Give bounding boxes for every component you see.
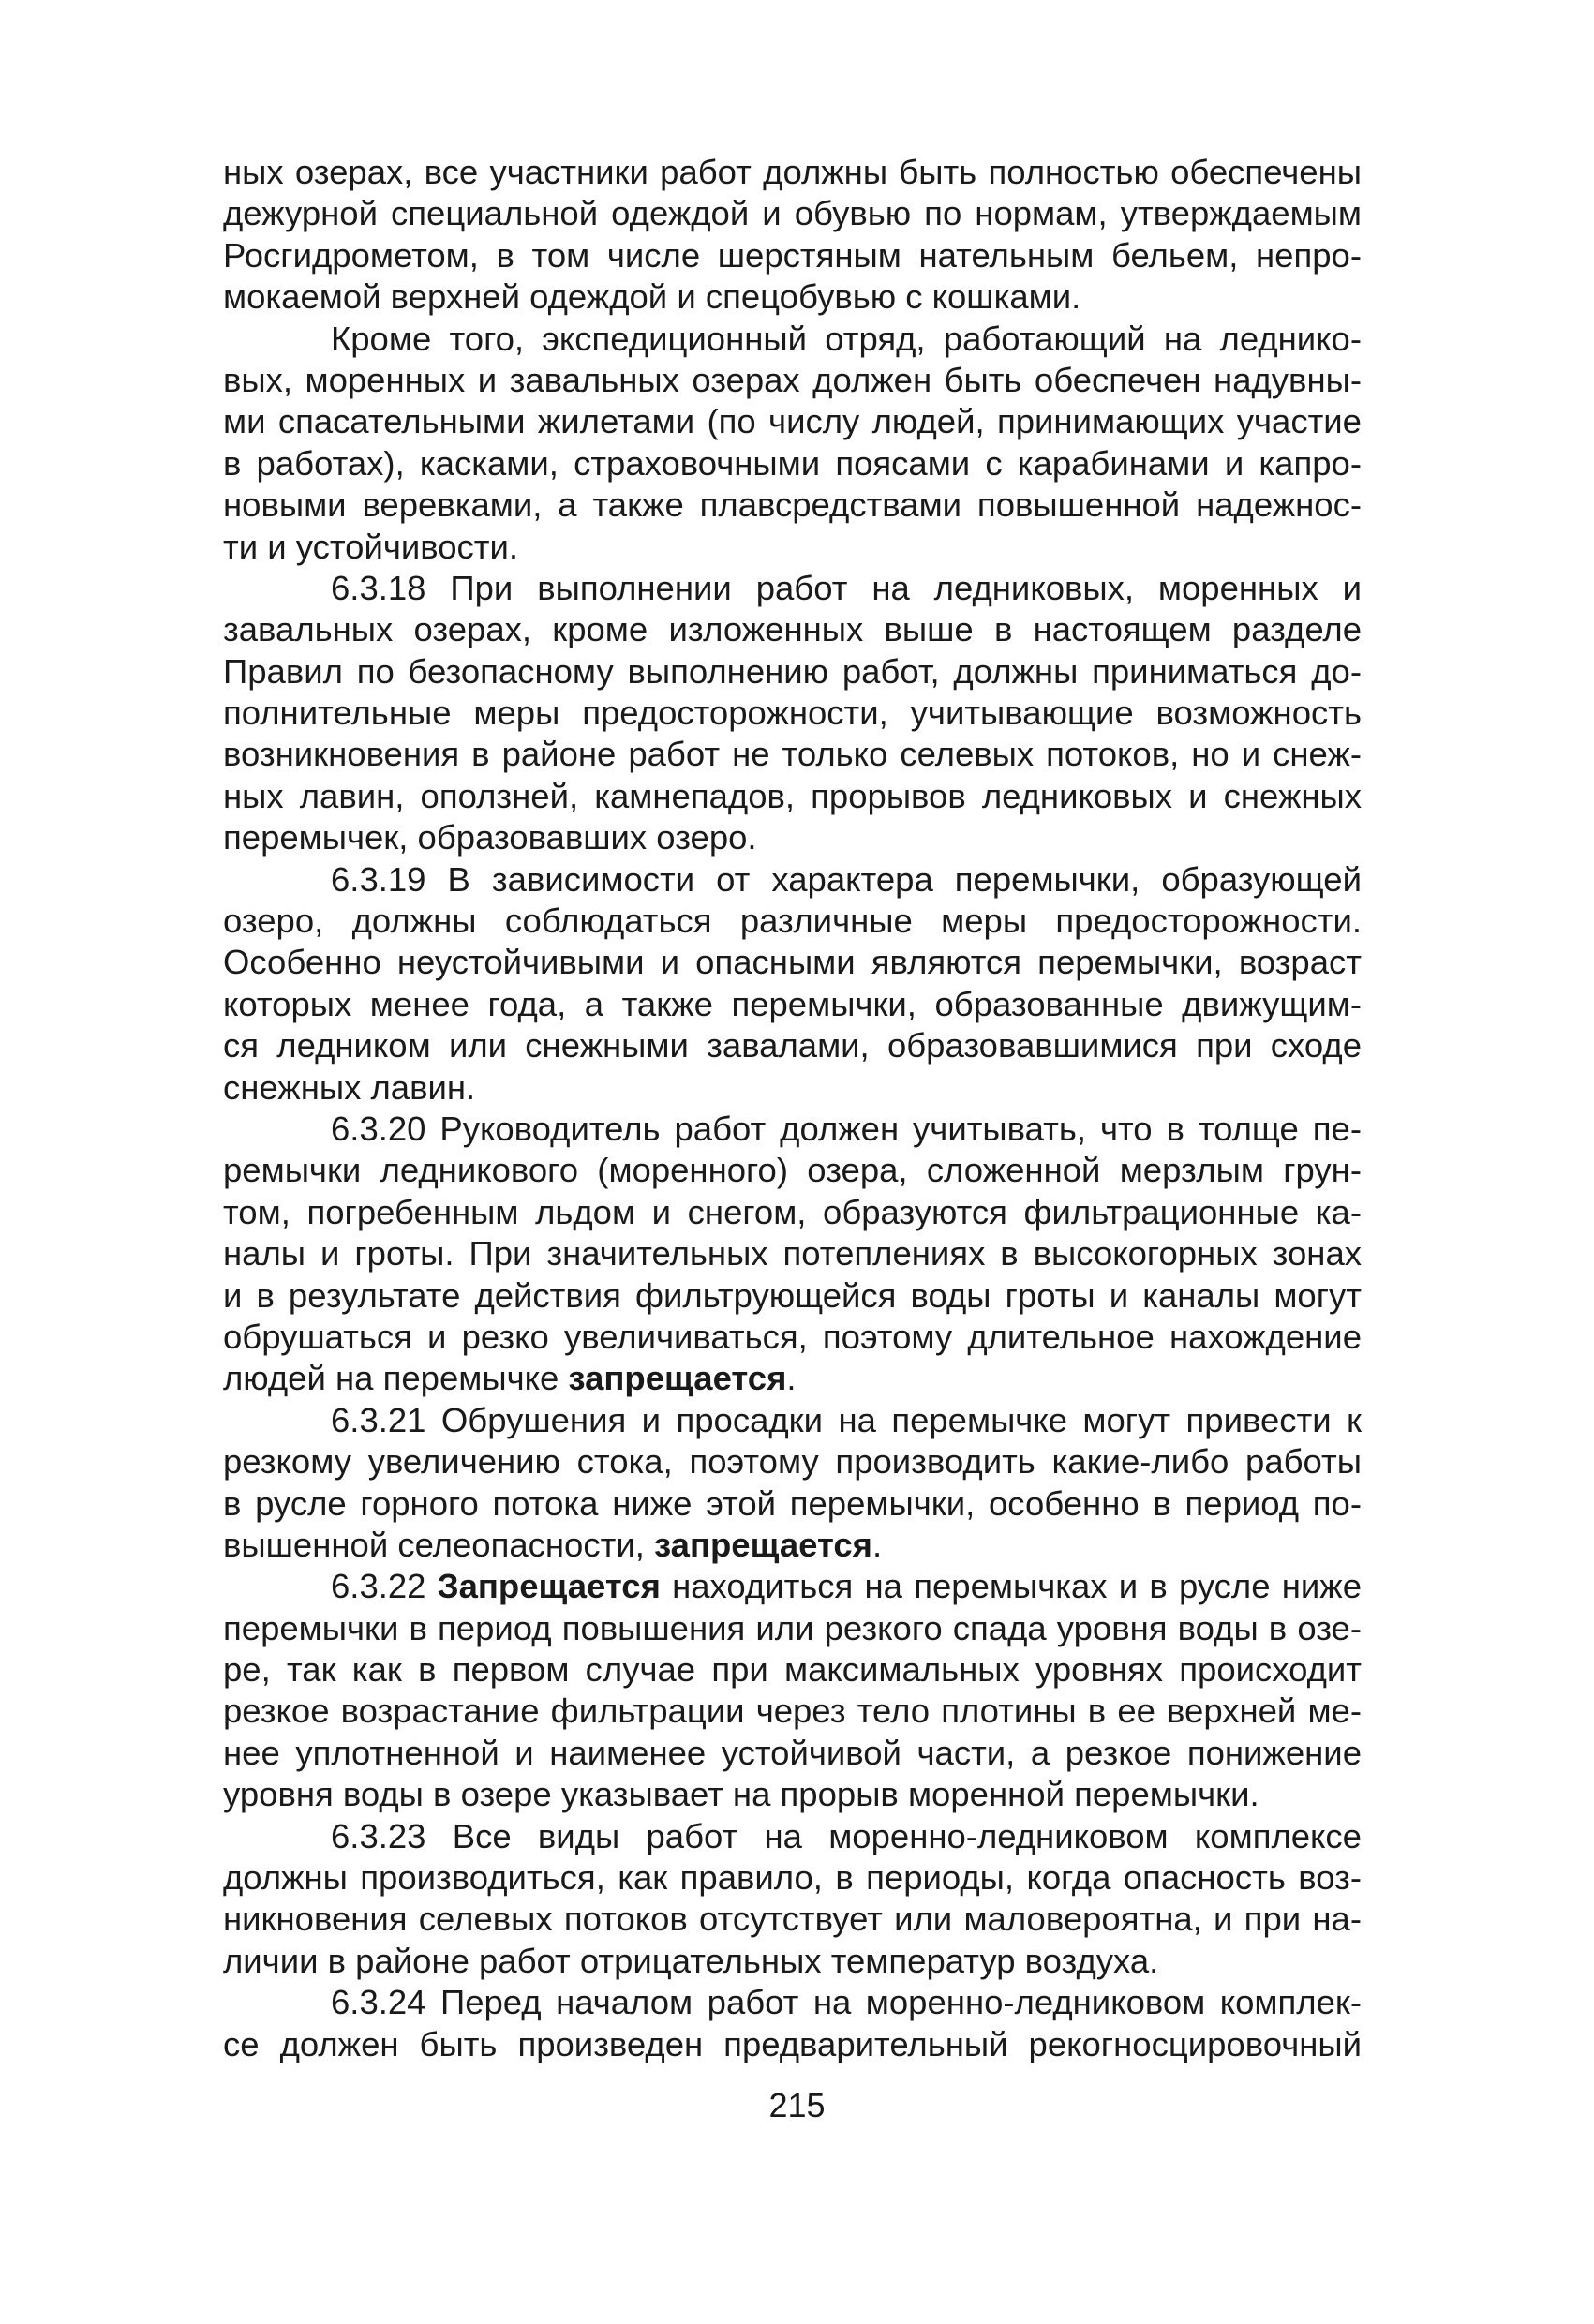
text-run: . (786, 1359, 797, 1398)
text-line: нее уплотненной и наименее устойчивой части, а резкое понижение (223, 1733, 1362, 1772)
paragraph-6-3-21 (223, 1400, 1362, 1567)
text-line: се должен быть произведен предварительный рекогносцировочный (223, 2024, 1362, 2063)
text-run: людей на перемычке (223, 1359, 569, 1398)
text-line: 6.3.19 В зависимости от характера перемычки, образующей (331, 859, 1362, 899)
paragraph-equipment (223, 319, 1362, 568)
paragraph-6-3-22 (223, 1566, 1362, 1815)
text-line: ных озерах, все участники работ должны быть полностью обеспечены (223, 153, 1362, 191)
text-line: 6.3.20 Руководитель работ должен учитывать, что в толще пе- (331, 1109, 1362, 1148)
text-line: перемычки в период повышения или резкого спада уровня воды в озе- (223, 1608, 1362, 1647)
text-run: . (871, 1525, 883, 1564)
text-line: ремычки ледникового (моренного) озера, сложенной мерзлым грун- (223, 1151, 1362, 1190)
prohibition-emphasis: запрещается (654, 1525, 872, 1564)
text-line: резкое возрастание фильтрации через тело плотины в ее верхней ме- (223, 1691, 1362, 1731)
text-line: ми спасательными жилетами (по числу людей, принимающих участие (223, 402, 1362, 441)
text-line: озеро, должны соблюдаться различные меры предосторожности. (223, 901, 1362, 941)
text-line (223, 1566, 1362, 1607)
paragraph-continuation (223, 152, 1362, 319)
text-line: вых, моренных и завальных озерах должен быть обеспечен надувны- (223, 360, 1362, 399)
text-line: Особенно неустойчивыми и опасными являются перемычки, возраст (223, 943, 1362, 982)
text-line: завальных озерах, кроме изложенных выше в настоящем разделе (223, 610, 1362, 649)
text-line: Кроме того, экспедиционный отряд, работающий на леднико- (331, 319, 1362, 358)
paragraph-6-3-24 (223, 1982, 1362, 2065)
text-line: в русле горного потока ниже этой перемычки, особенно в период по- (223, 1483, 1362, 1523)
paragraph-6-3-18 (223, 568, 1362, 859)
text-line: перемычек, образовавших озеро. (223, 818, 757, 857)
text-line: дежурной специальной одеждой и обувью по нормам, утверждаемым (223, 194, 1362, 233)
text-line (223, 1525, 1362, 1566)
document-body (223, 152, 1362, 2065)
text-line: полнительные меры предосторожности, учитывающие возможность (223, 693, 1362, 733)
text-line: в работах), касками, страховочными поясами с карабинами и капро- (223, 443, 1362, 483)
paragraph-6-3-20 (223, 1109, 1362, 1400)
paragraph-6-3-19 (223, 859, 1362, 1109)
text-line: обрушаться и резко увеличиваться, поэтому длительное нахождение (223, 1317, 1362, 1356)
text-line: 6.3.24 Перед началом работ на моренно-ледниковом комплек- (331, 1983, 1362, 2022)
text-line: мокаемой верхней одеждой и спецобувью с кошками. (223, 277, 1081, 317)
text-line: уровня воды в озере указывает на прорыв моренной перемычки. (223, 1775, 1259, 1814)
text-line: ных лавин, оползней, камнепадов, прорывов ледниковых и снежных (223, 776, 1362, 815)
text-line: Росгидрометом, в том числе шерстяным нательным бельем, непро- (223, 235, 1362, 275)
text-line (223, 1358, 1362, 1399)
text-line: снежных лавин. (223, 1067, 476, 1107)
text-line: ти и устойчивости. (223, 527, 519, 566)
prohibition-emphasis: Запрещается (437, 1567, 661, 1606)
text-line: налы и гроты. При значительных потеплениях в высокогорных зонах (223, 1234, 1362, 1274)
text-line: личии в районе работ отрицательных температур воздуха. (223, 1941, 1159, 1980)
text-line: ре, так как в первом случае при максимальных уровнях происходит (223, 1650, 1362, 1690)
text-run: находиться на перемычках и в русле ниже (660, 1567, 1362, 1606)
paragraph-6-3-23 (223, 1816, 1362, 1983)
text-line: никновения селевых потоков отсутствует или маловероятна, и при на- (223, 1899, 1362, 1939)
text-line: которых менее года, а также перемычки, образованные движущим- (223, 984, 1362, 1023)
prohibition-emphasis: запрещается (568, 1359, 787, 1398)
text-line: Правил по безопасному выполнению работ, должны приниматься до- (223, 651, 1362, 691)
text-line: том, погребенным льдом и снегом, образуются фильтрационные ка- (223, 1192, 1362, 1231)
text-line: 6.3.21 Обрушения и просадки на перемычке могут привести к (331, 1400, 1362, 1439)
text-line: 6.3.23 Все виды работ на моренно-ледниковом комплексе (331, 1816, 1362, 1855)
text-line: резкому увеличению стока, поэтому производить какие-либо работы (223, 1442, 1362, 1482)
text-line: должны производиться, как правило, в периоды, когда опасность воз- (223, 1858, 1362, 1898)
text-line: новыми веревками, а также плавсредствами повышенной надежнос- (223, 485, 1362, 525)
text-line: ся ледником или снежными завалами, образовавшимися при сходе (223, 1026, 1362, 1065)
text-line: и в результате действия фильтрующейся воды гроты и каналы могут (223, 1275, 1362, 1315)
text-line: возникновения в районе работ не только селевых потоков, но и снеж- (223, 735, 1362, 774)
text-run: 6.3.22 (331, 1567, 438, 1606)
text-run: вышенной селеопасности, (223, 1525, 654, 1564)
text-line: 6.3.18 При выполнении работ на ледниковых, моренных и (331, 568, 1362, 607)
page-number: 215 (768, 2086, 826, 2124)
